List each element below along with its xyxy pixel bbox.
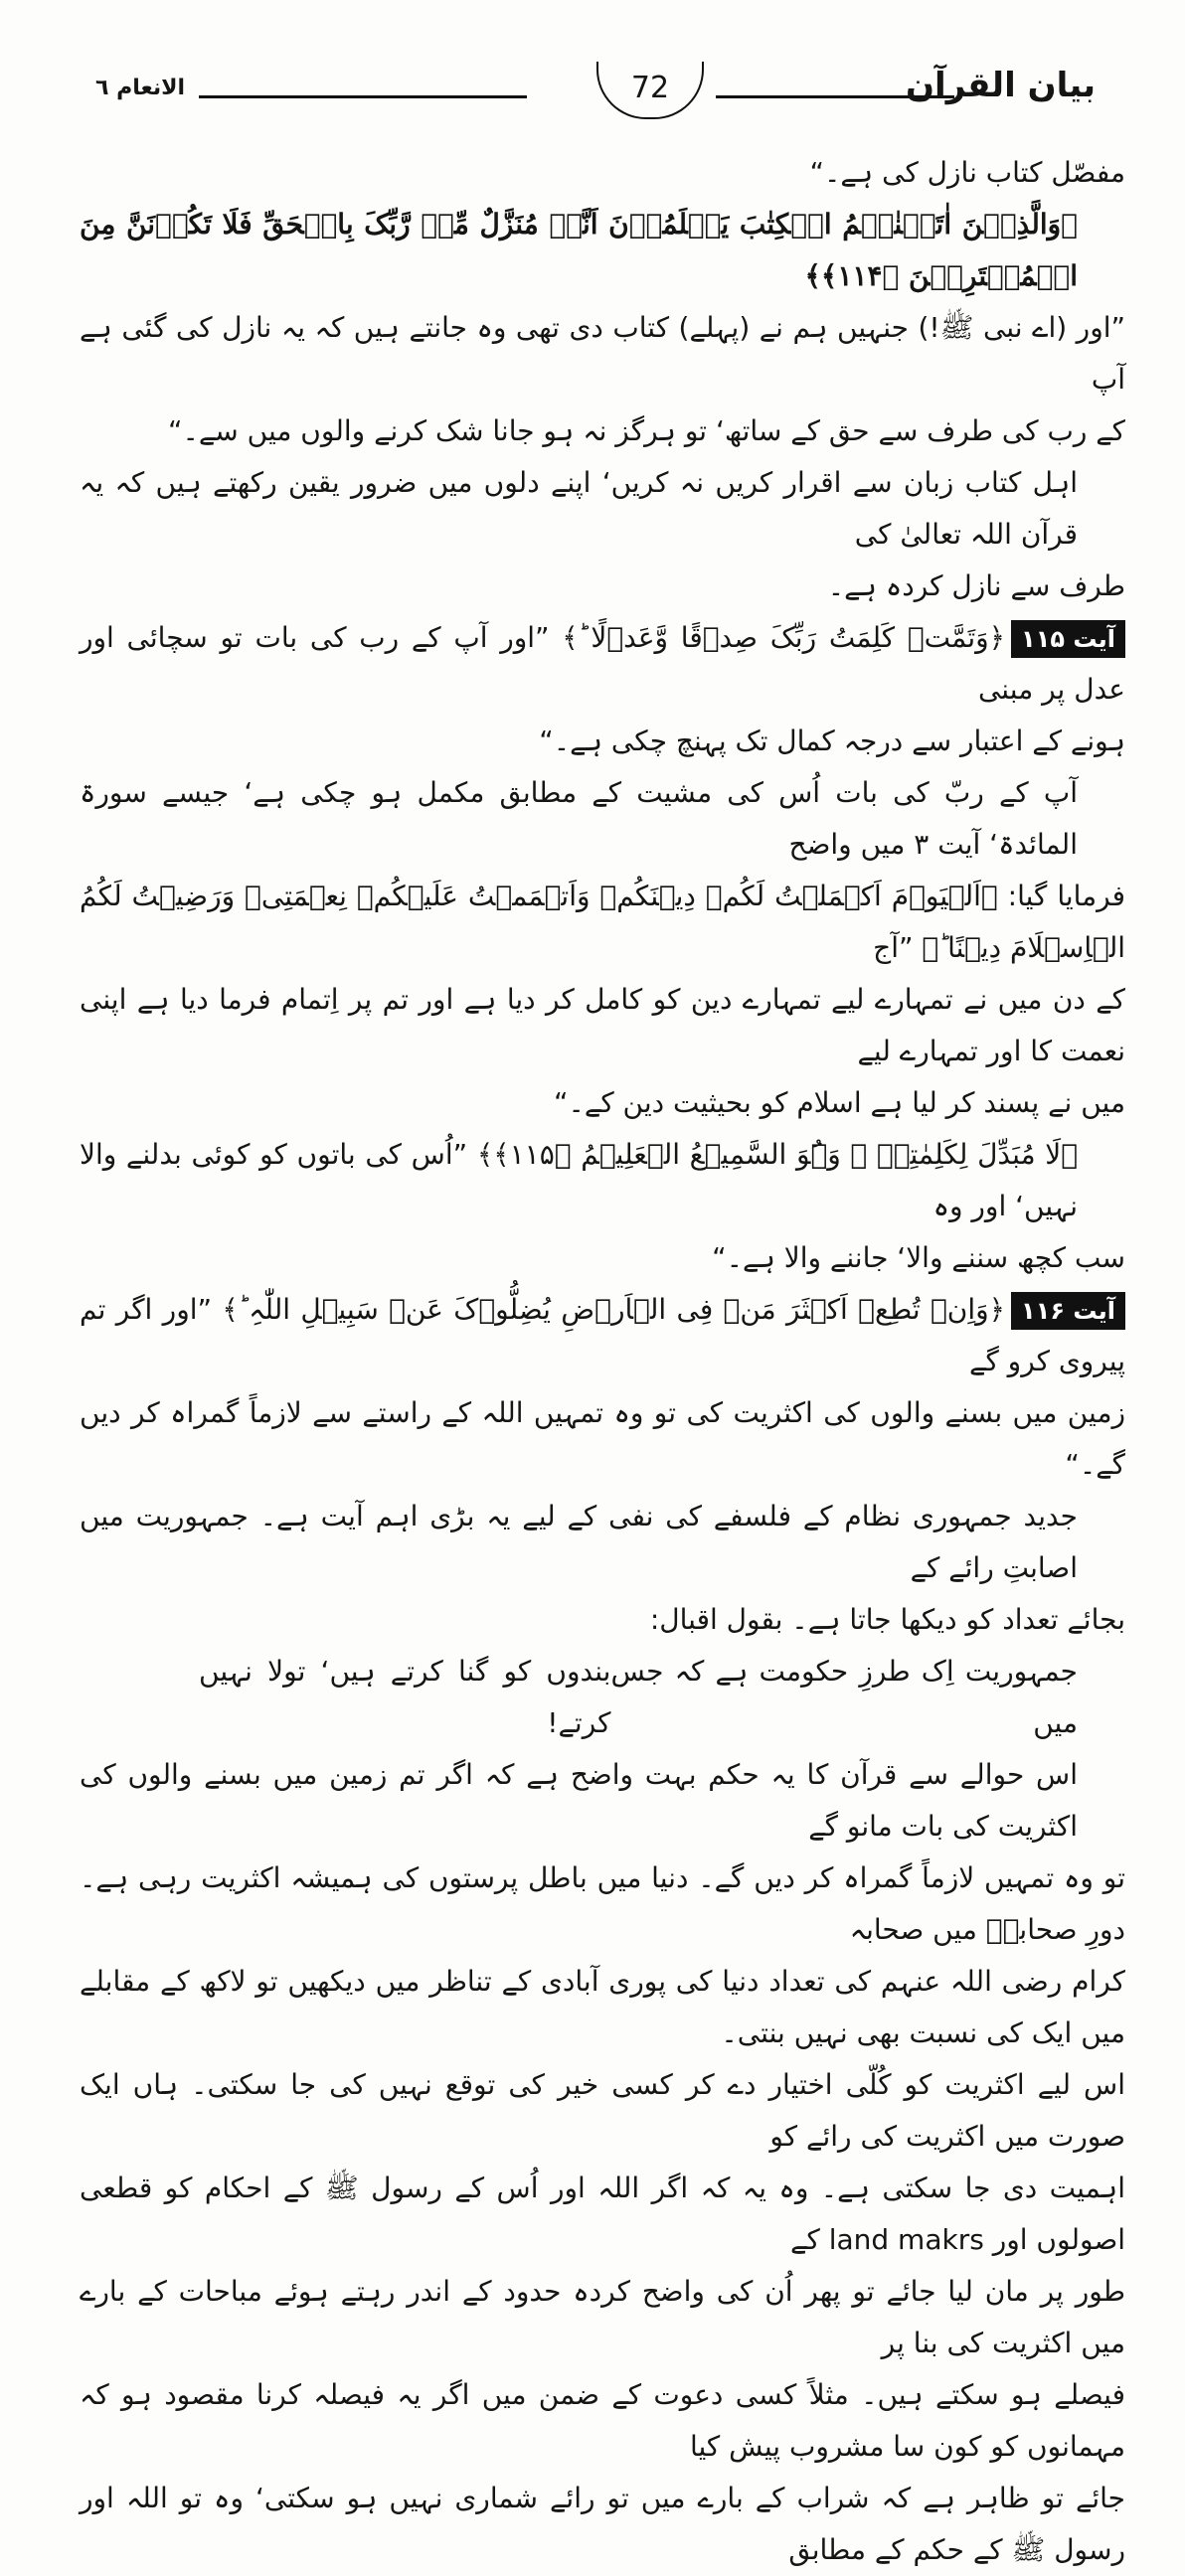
header-rule-left [199, 95, 527, 98]
commentary-line: کے دن میں نے تمہارے لیے تمہارے دین کو کامل کر دیا ہے اور تم پر اِتمام فرما دیا ہے اپنی نعمت کا اور تمہارے لیے [80, 983, 1125, 1067]
ayah-badge-116: آیت ۱۱۶ [1011, 1292, 1125, 1330]
book-title: بیان القرآن [906, 66, 1096, 105]
page-header [60, 62, 1125, 121]
surah-name: الانعام ٦ [95, 76, 186, 100]
page-body [80, 147, 1125, 2576]
text-line: مفصّل کتاب نازل کی ہے۔“ [809, 156, 1125, 189]
commentary-line: طرف سے نازل کردہ ہے۔ [827, 569, 1125, 602]
commentary-line: فرمایا گیا: ﴿اَلۡیَوۡمَ اَکۡمَلۡتُ لَکُمۡ دِیۡنَکُمۡ وَاَتۡمَمۡتُ عَلَیۡکُمۡ نِعۡمَتِیۡ وَرَضِیۡتُ لَکُمُ الۡاِسۡلَامَ دِیۡنًا ؕ﴾ ”آج [80, 880, 1125, 964]
quran-verse-115: ﴿وَتَمَّتۡ کَلِمَتُ رَبِّکَ صِدۡقًا وَّعَدۡلًا ؕ﴾ ”اور آپ کے رب کی بات تو سچائی اور عدل پر مبنی [80, 621, 1125, 706]
page-number: 72 [596, 62, 704, 119]
verse-second-half: بندوں کو گنا کرتے ہیں‘ تولا نہیں کرتے! [199, 1655, 611, 1739]
commentary-line: فیصلے ہو سکتے ہیں۔ مثلاً کسی دعوت کے ضمن میں اگر یہ فیصلہ کرنا مقصود ہو کہ مہمانوں کو کون سا مشروب پیش کیا [80, 2378, 1125, 2463]
commentary-line: تو وہ تمہیں لازماً گمراہ کر دیں گے۔ دنیا میں باطل پرستوں کی ہمیشہ اکثریت رہی ہے۔ دورِ صحابہؓ میں صحابہ [80, 1861, 1125, 1946]
translation-line: سب کچھ سننے والا‘ جاننے والا ہے۔“ [712, 1241, 1125, 1274]
ayah-badge-115: آیت ۱۱۵ [1011, 620, 1125, 658]
quran-verse-116: ﴿وَاِنۡ تُطِعۡ اَکۡثَرَ مَنۡ فِی الۡاَرۡضِ یُضِلُّوۡکَ عَنۡ سَبِیۡلِ اللّٰہِ ؕ﴾ ”اور اگر تم پیروی کرو گے [80, 1293, 1125, 1377]
verse-first-half: جمہوریت اِک طرزِ حکومت ہے کہ جس میں [610, 1655, 1078, 1739]
commentary-line: اہمیت دی جا سکتی ہے۔ وہ یہ کہ اگر اللہ اور اُس کے رسول ﷺ کے احکام کو قطعی اصولوں اور land makrs کے [80, 2172, 1125, 2256]
translation-line: ہونے کے اعتبار سے درجہ کمال تک پہنچ چکی ہے۔“ [539, 724, 1125, 757]
translation-line: کے رب کی طرف سے حق کے ساتھ‘ تو ہرگز نہ ہو جانا شک کرنے والوں میں سے۔“ [167, 414, 1125, 447]
commentary-line: طور پر مان لیا جائے تو پھر اُن کی واضح کردہ حدود کے اندر رہتے ہوئے مباحات کے بارے میں اکثریت کی بنا پر [80, 2275, 1125, 2359]
commentary-line: آپ کے ربّ کی بات اُس کی مشیت کے مطابق مکمل ہو چکی ہے‘ جیسے سورۃ المائدۃ‘ آیت ۳ میں واضح [80, 776, 1078, 861]
commentary-line: میں نے پسند کر لیا ہے اسلام کو بحیثیت دین کے۔“ [554, 1086, 1125, 1119]
commentary-line: اس حوالے سے قرآن کا یہ حکم بہت واضح ہے کہ اگر تم زمین میں بسنے والوں کی اکثریت کی بات مانو گے [80, 1758, 1078, 1843]
quran-verse-115b: ﴿لَا مُبَدِّلَ لِکَلِمٰتِہٖ ۚ وَہُوَ السَّمِیۡعُ الۡعَلِیۡمُ ﴿۱۱۵﴾﴾ ”اُس کی باتوں کو کوئی بدلنے والا نہیں‘ اور وہ [80, 1138, 1079, 1222]
commentary-line: اہل کتاب زبان سے اقرار کریں نہ کریں‘ اپنے دلوں میں ضرور یقین رکھتے ہیں کہ یہ قرآن اللہ تعالیٰ کی [80, 466, 1078, 551]
commentary-line: جدید جمہوری نظام کے فلسفے کی نفی کے لیے یہ بڑی اہم آیت ہے۔ جمہوریت میں اصابتِ رائے کے [80, 1500, 1078, 1584]
commentary-line: کرام رضی اللہ عنہم کی تعداد دنیا کی پوری آبادی کے تناظر میں دیکھیں تو لاکھ کے مقابلے میں ایک کی نسبت بھی نہیں بنتی۔ [80, 1965, 1125, 2049]
quran-verse-114: ﴿وَالَّذِیۡنَ اٰتَیۡنٰہُمُ الۡکِتٰبَ یَعۡلَمُوۡنَ اَنَّہٗ مُنَزَّلٌ مِّنۡ رَّبِّکَ بِالۡحَقِّ فَلَا تَکُوۡنَنَّ مِنَ الۡمُمۡتَرِیۡنَ ﴿۱۱۴﴾﴾ [80, 208, 1078, 292]
commentary-line: جائے تو ظاہر ہے کہ شراب کے بارے میں تو رائے شماری نہیں ہو سکتی‘ وہ تو اللہ اور رسول ﷺ کے حکم کے مطابق [80, 2482, 1125, 2566]
commentary-line: اس لیے اکثریت کو کُلّی اختیار دے کر کسی خیر کی توقع نہیں کی جا سکتی۔ ہاں ایک صورت میں اکثریت کی رائے کو [80, 2068, 1125, 2153]
commentary-line: بجائے تعداد کو دیکھا جاتا ہے۔ بقول اقبال: [649, 1603, 1125, 1636]
translation-line: ”اور (اے نبی ﷺ!) جنہیں ہم نے (پہلے) کتاب دی تھی وہ جانتے ہیں کہ یہ نازل کی گئی ہے آپ [80, 311, 1125, 396]
iqbal-verse [80, 1646, 1125, 1749]
translation-line: زمین میں بسنے والوں کی اکثریت کی تو وہ تمہیں اللہ کے راستے سے لازماً گمراہ کر دیں گے۔“ [80, 1396, 1125, 1481]
